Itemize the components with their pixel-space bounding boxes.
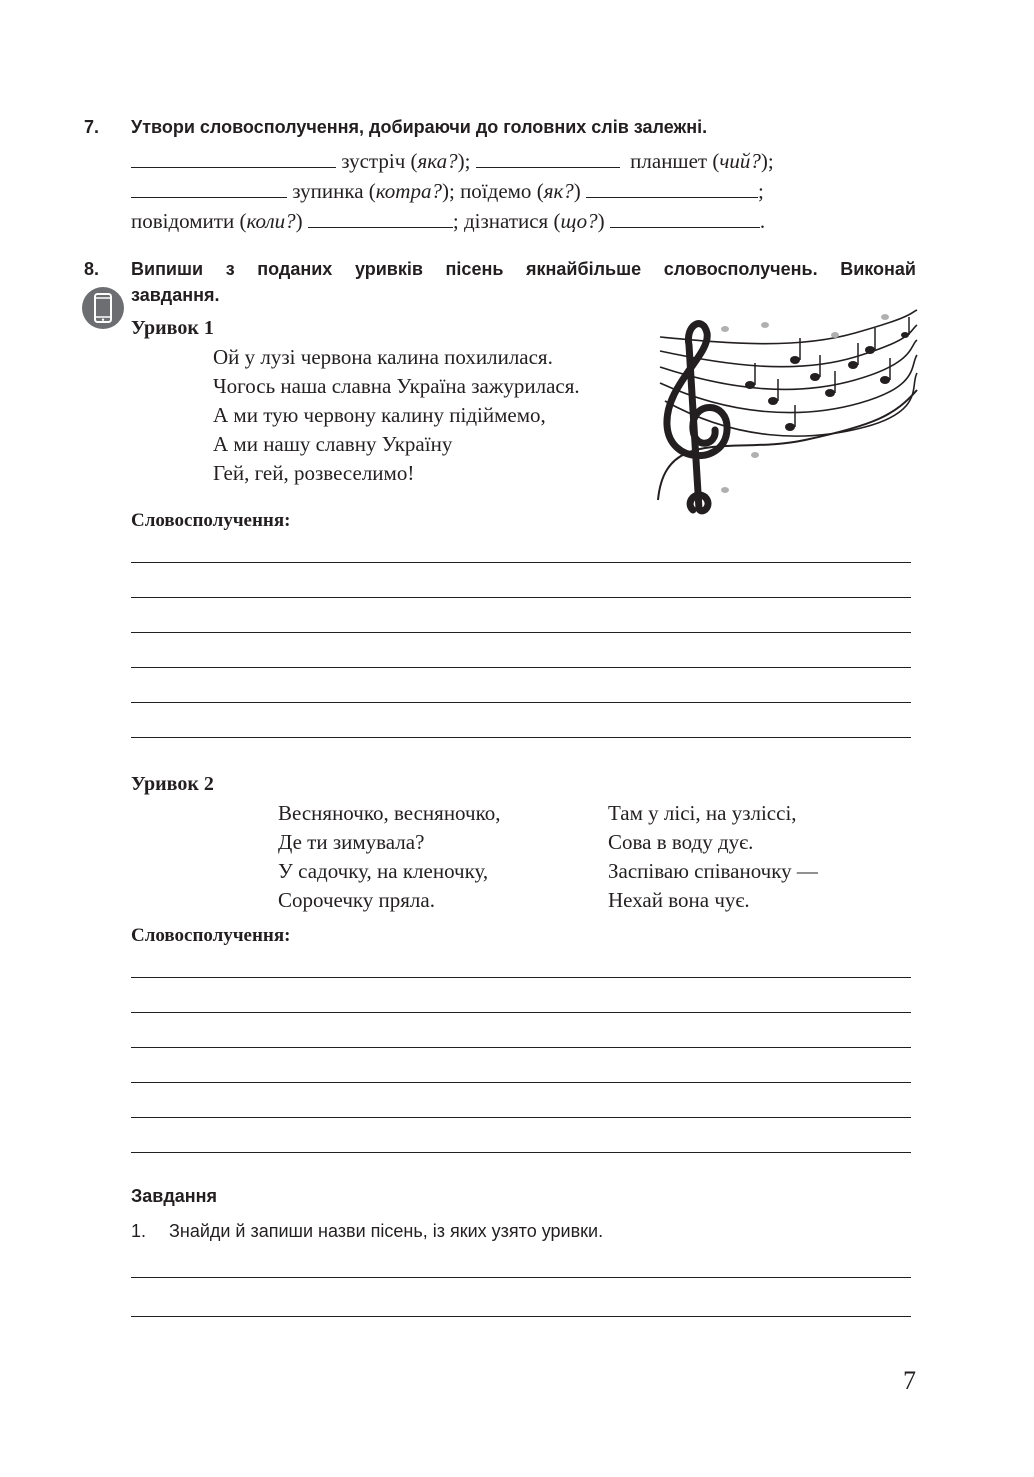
task-7-title: Утвори словосполучення, добираючи до головних слів залежні.	[131, 117, 708, 137]
excerpt-1-verse	[213, 343, 580, 488]
verse-line: Весняночко, весняночко,	[278, 801, 501, 825]
question: що?	[560, 209, 598, 233]
answer-line[interactable]	[131, 1316, 911, 1317]
task-7-line-2: зупинка (котра?); поїдемо (як?) ;	[131, 179, 806, 204]
head-word: дізнатися	[463, 209, 549, 233]
head-word: зупинка	[292, 179, 364, 203]
question: як?	[543, 179, 574, 203]
music-notes-illustration	[655, 305, 920, 517]
answer-blank[interactable]	[610, 209, 760, 228]
answer-line[interactable]	[131, 977, 911, 978]
answer-blank[interactable]	[131, 179, 287, 198]
assignment-item-number: 1.	[131, 1221, 147, 1241]
task-8-number: 8.	[84, 259, 100, 279]
answer-line[interactable]	[131, 1117, 911, 1118]
question: яка?	[417, 149, 458, 173]
answer-line[interactable]	[131, 737, 911, 738]
verse-line: Сорочечку пряла.	[278, 888, 435, 912]
page-number: 7	[903, 1366, 916, 1395]
head-word: поїдемо	[460, 179, 532, 203]
assignment-heading: Завдання	[131, 1186, 218, 1206]
task-7-line-1: зустріч (яка?); планшет (чий?);	[131, 149, 806, 174]
answer-line[interactable]	[131, 1047, 911, 1048]
verse-line: Нехай вона чує.	[608, 888, 750, 912]
task-8-title-line-1: Випиши з поданих уривків пісень якнайбільше словосполучень. Виконай	[131, 259, 916, 279]
head-word: планшет	[630, 149, 708, 173]
excerpt-1-label: Уривок 1	[131, 317, 214, 339]
verse-line: Заспіваю співаночку —	[608, 859, 818, 883]
verse-line: Гей, гей, розвеселимо!	[213, 461, 415, 485]
task-7-line-3: повідомити (коли?) ; дізнатися (що?) .	[131, 209, 766, 233]
task-8-title-line-2: завдання.	[131, 285, 220, 305]
answer-line[interactable]	[131, 632, 911, 633]
smartphone-icon	[82, 287, 124, 329]
head-word: зустріч	[341, 149, 406, 173]
verse-line: А ми тую червону калину підіймемо,	[213, 403, 546, 427]
verse-line: У садочку, на кленочку,	[278, 859, 489, 883]
answer-line[interactable]	[131, 1277, 911, 1278]
answer-blank[interactable]	[476, 149, 620, 168]
answer-line[interactable]	[131, 1082, 911, 1083]
verse-line: Ой у лузі червона калина похилилася.	[213, 345, 553, 369]
excerpt-2-answer-label: Словосполучення:	[131, 925, 291, 946]
assignment-item-text: Знайди й запиши назви пісень, із яких узято уривки.	[169, 1221, 604, 1241]
answer-blank[interactable]	[308, 209, 453, 228]
excerpt-2-label: Уривок 2	[131, 773, 214, 795]
question: чий?	[719, 149, 761, 173]
verse-line: Чогось наша славна Україна зажурилася.	[213, 374, 580, 398]
head-word: повідомити	[131, 209, 235, 233]
answer-line[interactable]	[131, 1012, 911, 1013]
question: котра?	[375, 179, 442, 203]
answer-line[interactable]	[131, 1152, 911, 1153]
verse-line: Де ти зимувала?	[278, 830, 425, 854]
excerpt-2-verse-col-1	[278, 799, 500, 915]
verse-line: Там у лісі, на узліссі,	[608, 801, 797, 825]
answer-blank[interactable]	[586, 179, 758, 198]
verse-line: Сова в воду дує.	[608, 830, 754, 854]
answer-line[interactable]	[131, 702, 911, 703]
answer-blank[interactable]	[131, 149, 336, 168]
answer-line[interactable]	[131, 667, 911, 668]
verse-line: А ми нашу славну Україну	[213, 432, 453, 456]
answer-line[interactable]	[131, 562, 911, 563]
excerpt-2-verse-col-2	[608, 799, 818, 915]
task-7-number: 7.	[84, 117, 100, 137]
question: коли?	[246, 209, 296, 233]
answer-line[interactable]	[131, 597, 911, 598]
excerpt-1-answer-label: Словосполучення:	[131, 510, 291, 531]
